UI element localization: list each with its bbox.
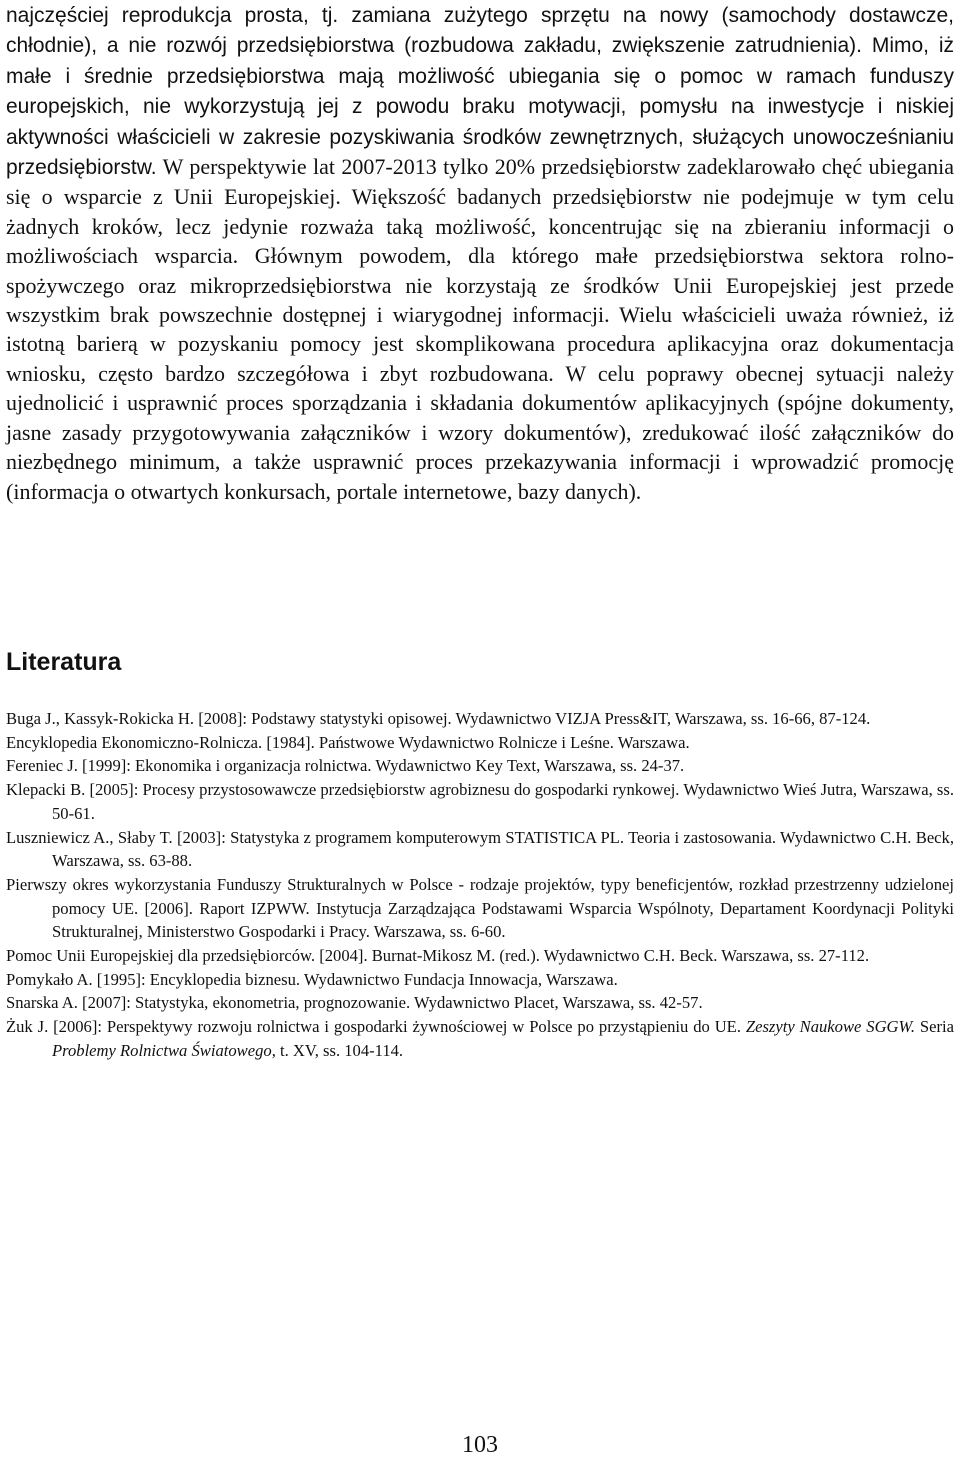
reference-item: Klepacki B. [2005]: Procesy przystosowawcze przedsiębiorstw agrobiznesu do gospodarki rynkowej. Wydawnictwo Wieś Jutra, Warszawa, ss. 50-61. [6, 780, 954, 823]
reference-item: Pierwszy okres wykorzystania Funduszy Strukturalnych w Polsce - rodzaje projektów, typy beneficjentów, rozkład przestrzenny udzielonej pomocy UE. [2006]. Raport IZPWW. Instytucja Zarządzająca Podstawami Wsparcia Wspólnoty, Departament Koordynacji Polityki Strukturalnej, Ministerstwo Gospodarki i Pracy. Warszawa, ss. 6-60. [6, 874, 954, 942]
reference-item: Fereniec J. [1999]: Ekonomika i organizacja rolnictwa. Wydawnictwo Key Text, Warszawa, ss. 24-37. [6, 756, 685, 776]
reference-item: Luszniewicz A., Słaby T. [2003]: Statystyka z programem komputerowym STATISTICA PL. Teoria i zastosowania. Wydawnictwo C.H. Beck, Warszawa, ss. 63-88. [6, 827, 954, 871]
reference-item: Pomoc Unii Europejskiej dla przedsiębiorców. [2004]. Burnat-Mikosz M. (red.). Wydawnictwo C.H. Beck. Warszawa, ss. 27-112. [6, 946, 870, 966]
reference-item: Encyklopedia Ekonomiczno-Rolnicza. [1984]. Państwowe Wydawnictwo Rolnicze i Leśne. Warszawa. [6, 732, 690, 752]
section-heading: Literatura [6, 648, 122, 676]
reference-list [6, 707, 954, 1063]
reference-text: Seria [915, 1017, 954, 1037]
series-title: Problemy Rolnictwa Światowego [52, 1040, 272, 1060]
reference-item: Buga J., Kassyk-Rokicka H. [2008]: Podstawy statystyki opisowej. Wydawnictwo VIZJA Press&IT, Warszawa, ss. 16-66, 87-124. [6, 709, 871, 728]
reference-item: Pomykało A. [1995]: Encyklopedia biznesu. Wydawnictwo Fundacja Innowacja, Warszawa. [6, 969, 618, 989]
reference-item [6, 1015, 954, 1062]
reference-text: Żuk J. [2006]: Perspektywy rozwoju rolnictwa i gospodarki żywnościowej w Polsce po przystąpieniu do UE. [6, 1017, 746, 1037]
journal-title: Zeszyty Naukowe SGGW. [745, 1017, 915, 1037]
body-paragraph [6, 0, 954, 506]
body-text-part-1: najczęściej reprodukcja prosta, tj. zamiana zużytego sprzętu na nowy (samochody dostawcze, chłodnie), a nie rozwój przedsiębiorstwa (rozbudowa zakładu, zwiększenie zatrudnienia). Mimo, iż małe i średnie przedsiębiorstwa mają możliwość ubiegania się o pomoc w ramach funduszy europejskich, nie wykorzystują jej z powodu braku motywacji, pomysłu na inwestycje i niskiej aktywności właścicieli w zakresie pozyskiwania środków zewnętrznych, służących unowocześnianiu przedsiębiorstw. [6, 4, 954, 180]
reference-item: Snarska A. [2007]: Statystyka, ekonometria, prognozowanie. Wydawnictwo Placet, Warszawa, ss. 42-57. [6, 993, 703, 1013]
page-number: 103 [462, 1432, 498, 1458]
body-text-part-2: W perspektywie lat 2007-2013 tylko 20% przedsiębiorstw zadeklarowało chęć ubiegania się o wsparcie z Unii Europejskiej. Większość badanych przedsiębiorstw nie podejmuje w tym celu żadnych kroków, lecz jedynie rozważa taką możliwość, koncentrując się na zbieraniu informacji o możliwościach wsparcia. Głównym powodem, dla którego małe przedsiębiorstwa sektora rolno-spożywczego oraz mikroprzedsiębiorstwa nie korzystają ze środków Unii Europejskiej jest przede wszystkim brak powszechnie dostępnej i wiarygodnej informacji. Wielu właścicieli uważa również, iż istotną barierą w pozyskaniu pomocy jest skomplikowana procedura aplikacyjna oraz dokumentacja wniosku, często bardzo szczegółowa i zbyt rozbudowana. W celu poprawy obecnej sytuacji należy ujednolicić i usprawnić proces sporządzania i składania dokumentów aplikacyjnych (spójne dokumenty, jasne zasady przygotowywania załączników i wzory dokumentów), zredukować ilość załączników do niezbędnego minimum, a także usprawnić proces przekazywania informacji i wprowadzić promocję (informacja o otwartych konkursach, portale internetowe, bazy danych). [6, 154, 954, 504]
reference-text: , t. XV, ss. 104-114. [271, 1040, 404, 1060]
page [6, 0, 954, 1060]
